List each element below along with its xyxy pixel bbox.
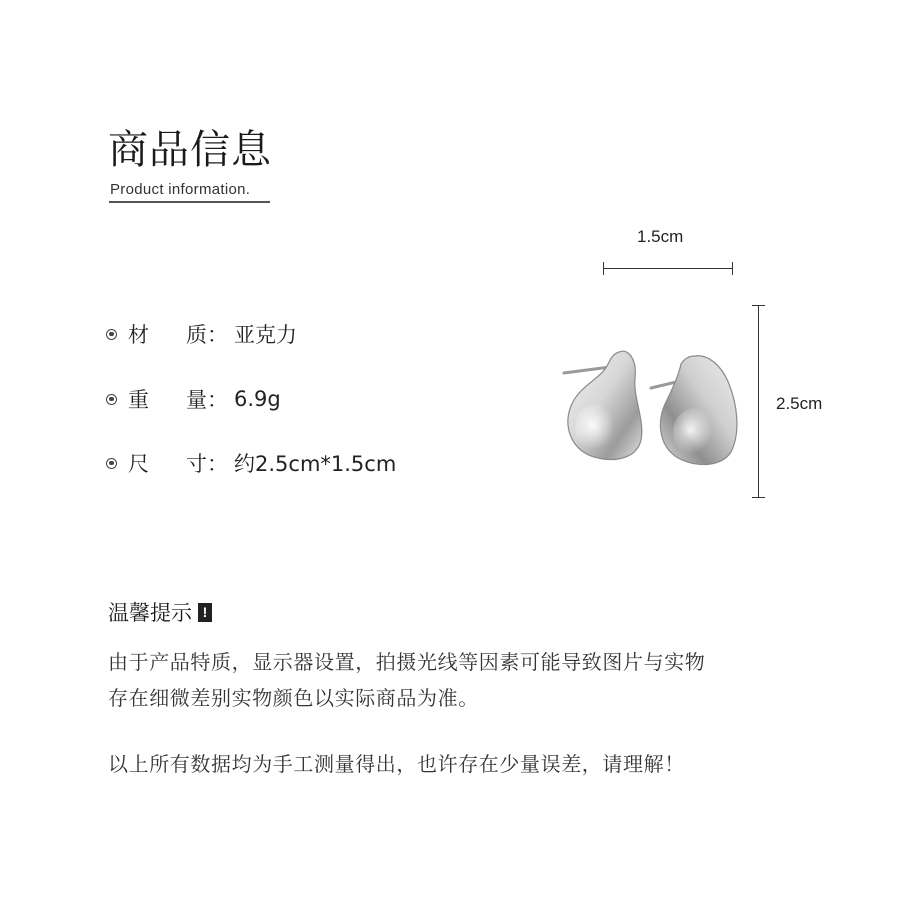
height-dimension-cap-top <box>752 305 765 306</box>
page-title: 商品信息 <box>108 127 272 173</box>
bullet-icon <box>106 329 117 340</box>
notice-title-text: 温馨提示 <box>108 601 192 625</box>
spec-row-size <box>106 449 396 477</box>
spec-label-second-char: 量 <box>186 388 207 412</box>
spec-value-weight: 6.9g <box>234 387 281 411</box>
spec-row-material <box>106 320 297 348</box>
spec-separator: ： <box>207 388 228 412</box>
page-subtitle: Product information. <box>110 181 251 198</box>
spec-label-second-char: 寸 <box>186 452 207 476</box>
notice-line: 由于产品特质，显示器设置，拍摄光线等因素可能导致图片与实物 <box>108 650 706 674</box>
spec-label-second-char: 质 <box>186 323 207 347</box>
spec-value-material: 亚克力 <box>234 323 297 347</box>
spec-row-weight <box>106 385 281 413</box>
teardrop-earrings-image <box>555 340 755 480</box>
bullet-icon <box>106 458 117 469</box>
subtitle-underline <box>109 201 270 203</box>
width-dimension-line <box>603 268 733 269</box>
width-dimension-cap-left <box>603 262 604 275</box>
notice-heading <box>108 597 212 627</box>
notice-line: 以上所有数据均为手工测量得出，也许存在少量误差，请理解！ <box>108 752 685 776</box>
spec-label-first-char: 重 <box>128 388 149 412</box>
width-dimension-label: 1.5cm <box>637 227 684 246</box>
spec-separator: ： <box>207 323 228 347</box>
height-dimension-cap-bottom <box>752 497 765 498</box>
spec-label-first-char: 尺 <box>128 452 149 476</box>
height-dimension-line <box>758 305 759 498</box>
notice-line: 存在细微差别实物颜色以实际商品为准。 <box>108 686 479 710</box>
warning-icon: ! <box>198 603 212 622</box>
bullet-icon <box>106 394 117 405</box>
spec-label-first-char: 材 <box>128 323 149 347</box>
spec-value-size: 约2.5cm*1.5cm <box>234 452 397 476</box>
spec-separator: ： <box>207 452 228 476</box>
width-dimension-cap-right <box>732 262 733 275</box>
height-dimension-label: 2.5cm <box>776 394 823 413</box>
